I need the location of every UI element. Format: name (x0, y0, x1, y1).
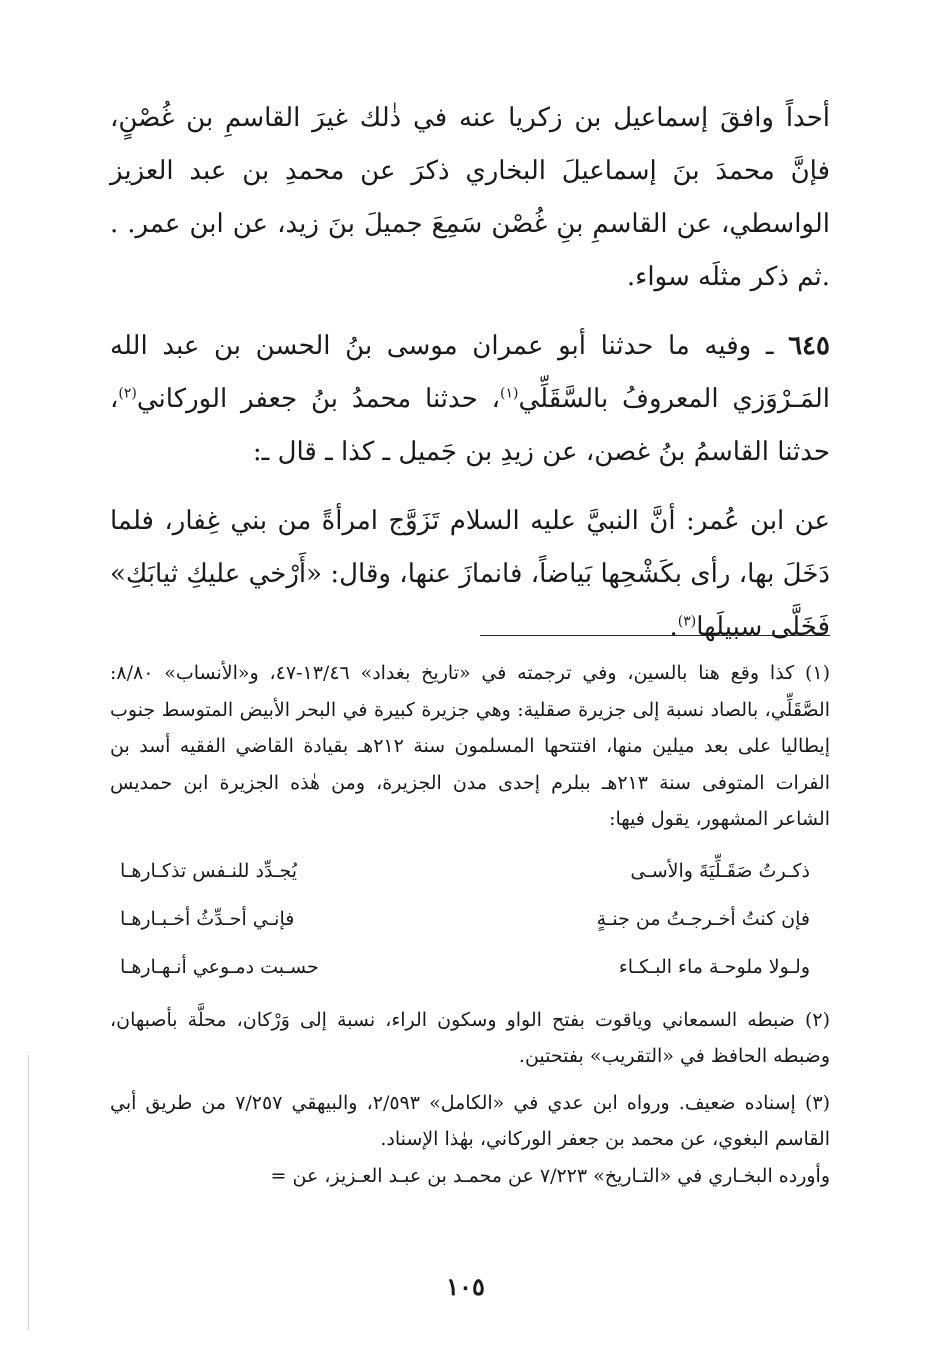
footnote-1: (١) كذا وقع هنا بالسين، وفي ترجمته في «تاريخ بغداد» ١٣/٤٦-٤٧، و«الأنساب» ٨/٨٠: الصَّقَلِّي، بالصاد نسبة إلى جزيرة صقلية: وهي جزيرة كبيرة في البحر الأبيض المتوسط جنوب إيطاليا على بعد ميلين منها، افتتحها المسلمون سنة ٢١٢هـ بقيادة القاضي الفقيه أسد بن الفرات المتوفى سنة ٢١٣هـ ببلرم إحدى مدن الجزيرة، ومن هٰذه الجزيرة ابن حمديس الشاعر المشهور، يقول فيها: (110, 662, 830, 830)
paragraph-continuation (110, 92, 830, 304)
poem-verse (110, 848, 830, 896)
verse-first-hemistich: ولـولا ملوحـة ماء البـكـاء (618, 956, 810, 979)
footnote-marker[interactable]: (٣) (677, 613, 697, 630)
text-line: محمدَ بنَ إسماعيلَ البخاري ذكرَ عن محمدِ بن عبد العزيز الواسطي، (110, 156, 831, 239)
text-line: أحداً وافقَ إسماعيل بن زكريا عنه في ذٰلك غيرَ القاسمِ بن غُصْنٍ، فإنَّ (110, 103, 831, 186)
verse-second-hemistich: يُجـدِّد للنـفس تذكـارهـا (120, 860, 298, 883)
footnote-marker[interactable]: (١) (500, 385, 519, 402)
isnad-text: ـ وفيه ما حدثنا أبو عمران موسى بنُ الحسن بن عبد الله المَـرْوَزي المعروفُ بالسَّقَلِّي (110, 331, 830, 414)
matn-text: . (669, 612, 678, 642)
verse-second-hemistich: حسـبت دمـوعي أنـهـارهـا (120, 956, 319, 979)
footnote-3-text: (٣) إسناده ضعيف. ورواه ابن عدي في «الكامل» ٢/٥٩٣، والبيهقي ٧/٢٥٧ من طريق أبي القاسم البغوي، عن محمد بن جعفر الوركاني، بهٰذا الإسناد. (110, 1091, 830, 1150)
footnote-3-continuation: وأورده البخـاري في «التـاريخ» ٧/٢٢٣ عن محمـد بن عبـد العـزيز، عن = (270, 1164, 830, 1187)
text-line: عن القاسمِ بنِ غُصْن سَمِعَ جميلَ بنَ زيد، عن ابن عمر. . .ثم ذكر (110, 209, 830, 292)
poem-verse (110, 896, 830, 944)
isnad-text: ، حدثنا محمدُ بنُ جعفر الوركاني (136, 384, 500, 414)
hadith-paragraph (110, 320, 830, 479)
verse-first-hemistich: فإن كنتُ أخـرجـتُ من جنـةٍ (596, 908, 810, 931)
main-text (110, 92, 830, 670)
footnote-marker[interactable]: (٢) (118, 385, 137, 402)
isnad-text: ، حدثنا القاسمُ بنُ غصن، عن زيدِ بن جَميل ـ كذا ـ قال ـ: (110, 384, 830, 467)
footnote-3 (110, 1085, 830, 1195)
page-number: ١٠٥ (446, 1272, 485, 1301)
hadith-number: ٦٤٥ (788, 331, 830, 361)
footnote-2: (٢) ضبطه السمعاني وياقوت بفتح الواو وسكون الراء، نسبة إلى وَرْكان، محلَّة بأصبهان، وضبطه الحافظ في «التقريب» بفتحتين. (110, 1008, 830, 1067)
verse-second-hemistich: فإنـي أحـدِّثُ أخـبـارهـا (120, 908, 295, 931)
poem-verse (110, 944, 830, 992)
poem (110, 848, 830, 992)
verse-first-hemistich: ذكـرتُ صَقَـلِّيَةَ والأسـى (630, 860, 810, 883)
matn-paragraph (110, 495, 830, 654)
matn-text: عن ابن عُمر: أنَّ النبيَّ عليه السلام تَزَوَّج امرأةً من بني غِفار، فلما دَخَلَ بها، رأى بكَشْحِها بَياضاً، فانمازَ عنها، وقال: «أَرْخي عليكِ ثيابَكِ» فَخَلَّى سبيلَها (110, 506, 830, 642)
footnote-separator (480, 635, 830, 636)
text-line: مثلَه سواء. (626, 262, 743, 292)
footnotes (110, 655, 830, 1204)
